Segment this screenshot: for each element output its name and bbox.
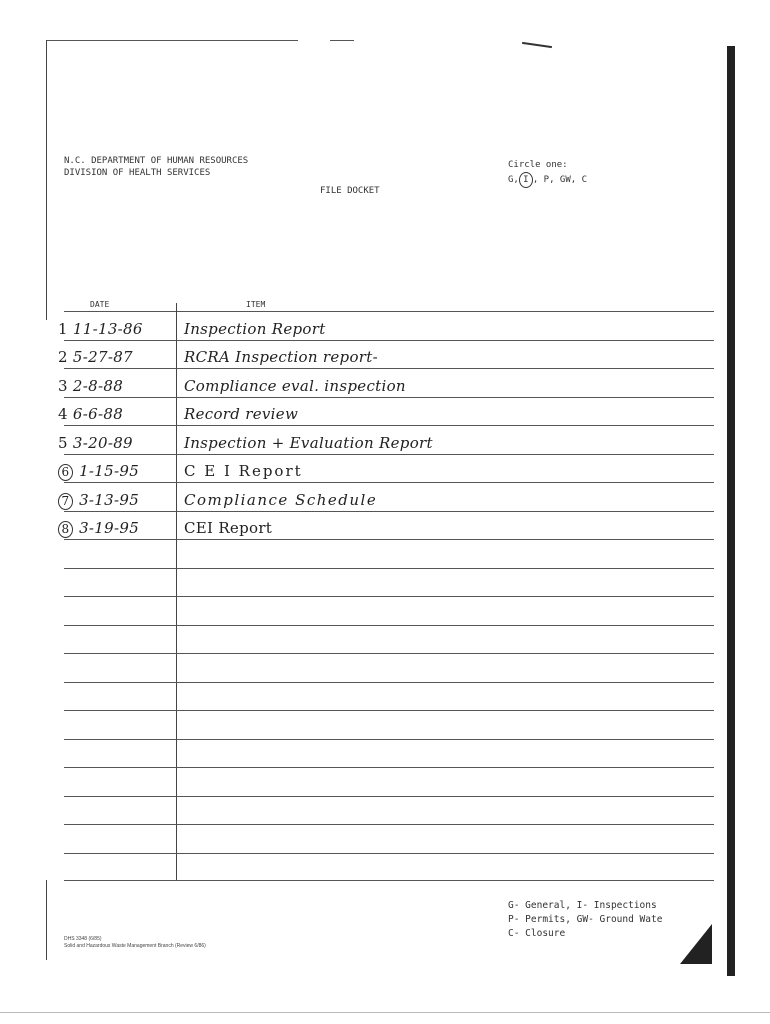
circle-options xyxy=(508,172,587,188)
corner-mark xyxy=(680,924,712,964)
circle-one-label: Circle one: xyxy=(508,160,568,170)
bottom-scan-line xyxy=(0,1012,770,1013)
option-rest: , P, GW, C xyxy=(532,175,588,185)
row-rule xyxy=(64,568,714,569)
table-row-date xyxy=(58,320,174,338)
row-rule xyxy=(64,425,714,426)
department-line-1: N.C. DEPARTMENT OF HUMAN RESOURCES xyxy=(64,156,249,166)
row-number: 2 xyxy=(58,348,68,366)
header-rule xyxy=(64,311,714,312)
department-line-2: DIVISION OF HEALTH SERVICES xyxy=(64,168,211,178)
row-rule xyxy=(64,880,714,881)
docket-title: FILE DOCKET xyxy=(320,186,380,196)
row-number: 5 xyxy=(58,434,68,452)
row-number: 4 xyxy=(58,405,68,423)
right-edge-bar xyxy=(727,46,735,976)
table-row-date xyxy=(58,434,174,452)
row-rule xyxy=(64,853,714,854)
entry-date: 1-15-95 xyxy=(79,462,140,480)
row-rule xyxy=(64,682,714,683)
entry-date: 3-13-95 xyxy=(79,491,140,509)
row-rule xyxy=(64,596,714,597)
table-row-item: Record review xyxy=(184,405,299,423)
entry-date: 11-13-86 xyxy=(72,320,143,338)
table-row-date xyxy=(58,491,174,510)
row-rule xyxy=(64,767,714,768)
table-row-item: Inspection + Evaluation Report xyxy=(184,434,433,452)
row-rule xyxy=(64,539,714,540)
top-border-line xyxy=(46,40,298,41)
row-number-circled: 7 xyxy=(58,493,73,510)
top-border-line-right xyxy=(330,40,354,41)
table-row-date xyxy=(58,377,174,395)
row-rule xyxy=(64,340,714,341)
table-row-date xyxy=(58,519,174,538)
column-divider xyxy=(176,303,177,880)
table-row-date xyxy=(58,462,174,481)
left-edge-line xyxy=(46,40,47,320)
row-number-circled: 6 xyxy=(58,464,73,481)
table-row-item: Inspection Report xyxy=(184,320,326,338)
row-rule xyxy=(64,454,714,455)
row-rule xyxy=(64,710,714,711)
row-number-circled: 8 xyxy=(58,521,73,538)
table-row-item: Compliance Schedule xyxy=(184,491,378,509)
row-rule xyxy=(64,739,714,740)
entry-date: 3-20-89 xyxy=(72,434,133,452)
row-rule xyxy=(64,824,714,825)
row-rule xyxy=(64,482,714,483)
entry-date: 6-6-88 xyxy=(72,405,124,423)
entry-date: 3-19-95 xyxy=(79,519,140,537)
top-border-line-far xyxy=(522,42,552,48)
option-g: G, xyxy=(508,175,519,185)
option-i-circled: I xyxy=(519,172,533,188)
entry-date: 2-8-88 xyxy=(72,377,124,395)
row-rule xyxy=(64,511,714,512)
table-row-date xyxy=(58,405,174,423)
row-rule xyxy=(64,368,714,369)
left-edge-line-lower xyxy=(46,880,47,960)
column-header-date: DATE xyxy=(90,300,110,309)
table-row-item: Compliance eval. inspection xyxy=(184,377,406,395)
row-rule xyxy=(64,796,714,797)
entry-date: 5-27-87 xyxy=(72,348,133,366)
legend-line-3: C- Closure xyxy=(508,928,566,939)
form-code: DHS 3348 (6/85) xyxy=(64,936,102,942)
table-row-item: RCRA Inspection report- xyxy=(184,348,378,366)
legend-line-2: P- Permits, GW- Ground Wate xyxy=(508,914,663,925)
branch-name: Solid and Hazardous Waste Management Branch (Review 6/86) xyxy=(64,943,206,949)
row-number: 1 xyxy=(58,320,68,338)
table-row-item: CEI Report xyxy=(184,519,273,537)
table-row-date xyxy=(58,348,174,366)
legend-line-1: G- General, I- Inspections xyxy=(508,900,657,911)
column-header-item: ITEM xyxy=(246,300,266,309)
row-rule xyxy=(64,397,714,398)
row-number: 3 xyxy=(58,377,68,395)
table-row-item: C E I Report xyxy=(184,462,303,480)
row-rule xyxy=(64,653,714,654)
row-rule xyxy=(64,625,714,626)
